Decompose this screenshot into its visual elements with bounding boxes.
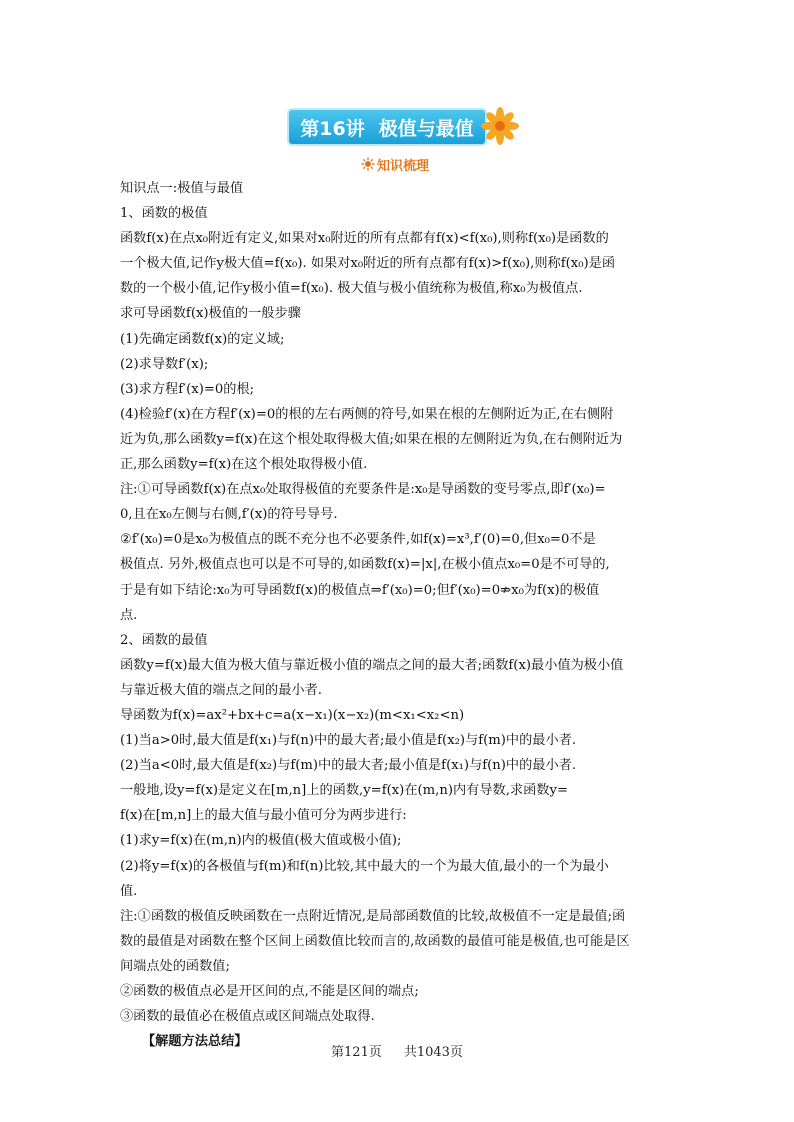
note-line: 0,且在x₀左侧与右侧,f′(x)的符号导号. [120, 507, 338, 523]
note-line: 极值点. 另外,极值点也可以是不可导的,如函数f(x)=|x|,在极小值点x₀=0是不可导的, [120, 557, 610, 573]
text-line: 数的一个极小值,记作y极小值=f(x₀). 极大值与极小值统称为极值,称x₀为极值点. [120, 281, 583, 297]
step-item: (4)检验f′(x)在方程f′(x)=0的根的左右两侧的符号,如果在根的左侧附近为正,在右侧附 [120, 406, 614, 422]
flower-icon [480, 106, 520, 146]
text-line: f(x)在[m,n]上的最大值与最小值可分为两步进行: [120, 808, 407, 824]
lecture-title: 极值与最值 [378, 117, 474, 140]
step-item: (3)求方程f′(x)=0的根; [120, 381, 255, 397]
sun-icon [361, 157, 375, 171]
text-line: 函数y=f(x)最大值为极大值与靠近极小值的端点之间的最大者;函数f(x)最小值为极小值 [120, 657, 624, 673]
text-line: 一般地,设y=f(x)是定义在[m,n]上的函数,y=f(x)在(m,n)内有导数,求函数y= [120, 783, 568, 799]
page-number: 第121页 [331, 1045, 382, 1060]
lecture-number: 第16讲 [300, 117, 365, 140]
note-line: 注:①可导函数f(x)在点x₀处取得极值的充要条件是:x₀是导函数的变号零点,即f′(x₀)= [120, 482, 606, 498]
section-heading [361, 154, 429, 174]
title-area [0, 106, 794, 150]
note-line: ③函数的最值必在极值点或区间端点处取得. [120, 1009, 375, 1025]
note-line: 注:①函数的极值反映函数在一点附近情况,是局部函数值的比较,故极值不一定是最值;函 [120, 908, 626, 924]
page-total: 共1043页 [403, 1045, 463, 1060]
note-line: 于是有如下结论:x₀为可导函数f(x)的极值点⇒f′(x₀)=0;但f′(x₀)=0⇏x₀为f(x)的极值 [120, 582, 600, 598]
case-item: (2)当a<0时,最大值是f(x₂)与f(m)中的最大者;最小值是f(x₁)与f(n)中的最小者. [120, 758, 577, 774]
step-item: (2)将y=f(x)的各极值与f(m)和f(n)比较,其中最大的一个为最大值,最小的一个为最小 [120, 858, 609, 874]
case-item: (1)当a>0时,最大值是f(x₁)与f(n)中的最大者;最小值是f(x₂)与f(m)中的最小者. [120, 733, 577, 749]
note-line: 间端点处的函数值; [120, 958, 230, 974]
section-heading-text: 知识梳理 [377, 158, 430, 174]
step-item: 值. [120, 883, 138, 899]
note-line: 点. [120, 607, 138, 623]
knowledge-point-heading: 知识点一:极值与最值 [120, 181, 244, 196]
text-line: 近为负,那么函数y=f(x)在这个根处取得极大值;如果在根的左侧附近为负,在右侧附近为 [120, 431, 623, 447]
text-line: 函数f(x)在点x₀附近有定义,如果对x₀附近的所有点都有f(x)<f(x₀),则称f(x₀)是函数的 [120, 231, 609, 247]
note-line: 数的最值是对函数在整个区间上函数值比较而言的,故函数的最值可能是极值,也可能是区 [120, 933, 630, 949]
step-item: (1)求y=f(x)在(m,n)内的极值(极大值或极小值); [120, 833, 402, 849]
text-line: 正,那么函数y=f(x)在这个根处取得极小值. [120, 457, 368, 473]
subsection-heading-extremum: 2、函数的最值 [120, 632, 208, 648]
text-line: 一个极大值,记作y极大值=f(x₀). 如果对x₀附近的所有点都有f(x)>f(x₀),则称f(x₀)是函 [120, 256, 616, 272]
lecture-title-banner [289, 110, 485, 144]
step-item: (1)先确定函数f(x)的定义域; [120, 331, 285, 347]
formula-line: 导函数为f(x)=ax²+bx+c=a(x−x₁)(x−x₂)(m<x₁<x₂<n) [120, 707, 465, 723]
method-summary-heading: 【解题方法总结】 [142, 1034, 248, 1050]
note-line: ②函数的极值点必是开区间的点,不能是区间的端点; [120, 984, 419, 999]
subsection-heading-extreme: 1、函数的极值 [120, 206, 208, 222]
text-line: 与靠近极大值的端点之间的最小者. [120, 682, 323, 698]
page-footer [0, 1041, 794, 1060]
step-item: (2)求导数f′(x); [120, 356, 209, 372]
text-line: 求可导函数f(x)极值的一般步骤 [120, 306, 301, 322]
note-line: ②f′(x₀)=0是x₀为极值点的既不充分也不必要条件,如f(x)=x³,f′(0)=0,但x₀=0不是 [120, 532, 596, 548]
page-body [120, 176, 680, 1054]
